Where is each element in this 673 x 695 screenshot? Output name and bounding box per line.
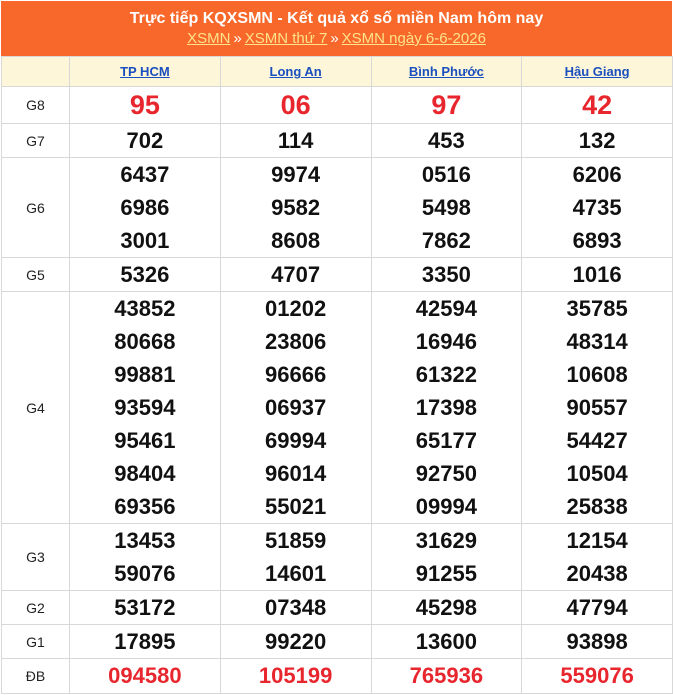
province-header [220, 57, 371, 87]
province-header-row [2, 57, 673, 87]
prize-number: 4735 [572, 195, 622, 220]
prize-number: 453 [428, 128, 465, 153]
prize-number: 9974 [271, 162, 321, 187]
prize-cell [70, 258, 221, 292]
prize-label: G1 [2, 625, 70, 659]
prize-number: 93594 [114, 395, 176, 420]
prize-number: 97 [431, 90, 462, 120]
prize-number: 25838 [566, 494, 628, 519]
prize-number: 20438 [566, 561, 628, 586]
prize-number: 45298 [415, 595, 477, 620]
prize-number: 98404 [114, 461, 176, 486]
province-link-binh-phuoc[interactable]: Bình Phước [408, 64, 484, 79]
prize-number: 3350 [421, 262, 471, 287]
prize-number: 31629 [415, 528, 477, 553]
prize-cell [371, 625, 522, 659]
prize-number: 5326 [120, 262, 170, 287]
prize-number: 65177 [415, 428, 477, 453]
prize-cell [522, 292, 673, 524]
prize-number: 06937 [265, 395, 327, 420]
prize-cell [70, 591, 221, 625]
prize-number: 14601 [265, 561, 327, 586]
prize-number: 55021 [265, 494, 327, 519]
prize-number: 06 [280, 90, 311, 120]
prize-row-g1 [2, 625, 673, 659]
breadcrumb-xsmn-weekday-link[interactable]: XSMN thứ 7 [244, 30, 328, 47]
results-header [1, 1, 672, 56]
prize-number: 10504 [566, 461, 628, 486]
prize-number: 91255 [415, 561, 477, 586]
province-link-tp-hcm[interactable]: TP HCM [120, 64, 170, 79]
prize-cell [70, 625, 221, 659]
breadcrumb-separator: » [233, 30, 242, 47]
prize-number: 96666 [265, 362, 327, 387]
prize-number: 7862 [421, 228, 471, 253]
prize-label-header [2, 57, 70, 87]
prize-number: 1016 [572, 262, 622, 287]
prize-row-db [2, 659, 673, 694]
prize-cell [70, 292, 221, 524]
prize-cell [522, 87, 673, 124]
prize-rows [2, 87, 673, 694]
prize-cell [220, 625, 371, 659]
prize-number: 8608 [271, 228, 321, 253]
prize-row-g6 [2, 158, 673, 258]
prize-cell [220, 591, 371, 625]
province-link-hau-giang[interactable]: Hậu Giang [564, 64, 630, 79]
prize-row-g3 [2, 524, 673, 591]
prize-cell [371, 258, 522, 292]
prize-cell [522, 591, 673, 625]
prize-number: 23806 [265, 329, 327, 354]
breadcrumb-xsmn-date-link[interactable]: XSMN ngày 6-6-2026 [341, 30, 486, 47]
prize-cell [522, 158, 673, 258]
prize-label: G8 [2, 87, 70, 124]
province-header [70, 57, 221, 87]
prize-number: 53172 [114, 595, 176, 620]
prize-cell [70, 524, 221, 591]
prize-number: 90557 [566, 395, 628, 420]
prize-number: 13453 [114, 528, 176, 553]
prize-cell [522, 124, 673, 158]
prize-number: 17398 [415, 395, 477, 420]
prize-number: 93898 [566, 629, 628, 654]
prize-label: ĐB [2, 659, 70, 694]
prize-number: 9582 [271, 195, 321, 220]
prize-number: 6437 [120, 162, 170, 187]
prize-number: 16946 [415, 329, 477, 354]
prize-number: 42 [582, 90, 613, 120]
prize-cell [371, 292, 522, 524]
prize-number: 95 [129, 90, 160, 120]
prize-row-g7 [2, 124, 673, 158]
prize-number: 09994 [415, 494, 477, 519]
prize-row-g5 [2, 258, 673, 292]
province-link-long-an[interactable]: Long An [269, 64, 322, 79]
prize-cell [371, 87, 522, 124]
prize-number: 07348 [265, 595, 327, 620]
prize-number: 5498 [421, 195, 471, 220]
prize-label: G5 [2, 258, 70, 292]
prize-row-g8 [2, 87, 673, 124]
prize-number: 69994 [265, 428, 327, 453]
prize-number: 35785 [566, 296, 628, 321]
prize-number: 13600 [415, 629, 477, 654]
prize-number: 105199 [258, 663, 333, 688]
prize-number: 10608 [566, 362, 628, 387]
prize-number: 43852 [114, 296, 176, 321]
prize-number: 96014 [265, 461, 327, 486]
prize-number: 92750 [415, 461, 477, 486]
prize-number: 54427 [566, 428, 628, 453]
prize-cell [70, 659, 221, 694]
prize-number: 559076 [560, 663, 634, 688]
prize-cell [220, 87, 371, 124]
prize-number: 95461 [114, 428, 176, 453]
prize-number: 01202 [265, 296, 327, 321]
prize-cell [522, 524, 673, 591]
prize-number: 0516 [421, 162, 471, 187]
prize-number: 114 [277, 128, 314, 153]
prize-cell [371, 158, 522, 258]
prize-number: 6206 [572, 162, 622, 187]
prize-cell [220, 124, 371, 158]
prize-label: G7 [2, 124, 70, 158]
prize-number: 17895 [114, 629, 176, 654]
prize-label: G6 [2, 158, 70, 258]
prize-number: 48314 [566, 329, 628, 354]
prize-number: 99220 [265, 629, 327, 654]
prize-cell [522, 625, 673, 659]
prize-label: G3 [2, 524, 70, 591]
prize-number: 765936 [409, 663, 484, 688]
prize-number: 99881 [114, 362, 176, 387]
prize-cell [220, 292, 371, 524]
prize-number: 51859 [265, 528, 327, 553]
prize-row-g4 [2, 292, 673, 524]
prize-number: 4707 [271, 262, 321, 287]
prize-number: 6893 [572, 228, 622, 253]
prize-cell [220, 659, 371, 694]
province-header [371, 57, 522, 87]
province-header [522, 57, 673, 87]
prize-cell [522, 258, 673, 292]
prize-number: 69356 [114, 494, 176, 519]
breadcrumb-separator: » [330, 30, 339, 47]
prize-label: G4 [2, 292, 70, 524]
prize-number: 59076 [114, 561, 176, 586]
results-table [1, 56, 673, 694]
prize-number: 094580 [108, 663, 182, 688]
prize-number: 702 [126, 128, 164, 153]
prize-row-g2 [2, 591, 673, 625]
prize-number: 47794 [566, 595, 628, 620]
prize-number: 132 [578, 128, 616, 153]
prize-number: 12154 [566, 528, 628, 553]
prize-cell [70, 87, 221, 124]
breadcrumb-xsmn-link[interactable]: XSMN [187, 30, 231, 47]
prize-cell [522, 659, 673, 694]
prize-cell [220, 158, 371, 258]
prize-label: G2 [2, 591, 70, 625]
prize-cell [371, 591, 522, 625]
prize-cell [371, 659, 522, 694]
prize-cell [220, 524, 371, 591]
prize-cell [371, 124, 522, 158]
prize-number: 61322 [415, 362, 477, 387]
prize-cell [220, 258, 371, 292]
prize-number: 3001 [120, 228, 170, 253]
prize-cell [371, 524, 522, 591]
prize-cell [70, 158, 221, 258]
prize-number: 42594 [415, 296, 477, 321]
page-title: Trực tiếp KQXSMN - Kết quả xổ số miền Nam hôm nay [129, 10, 544, 27]
prize-cell [70, 124, 221, 158]
prize-number: 80668 [114, 329, 176, 354]
prize-number: 6986 [120, 195, 170, 220]
breadcrumb [1, 29, 672, 49]
